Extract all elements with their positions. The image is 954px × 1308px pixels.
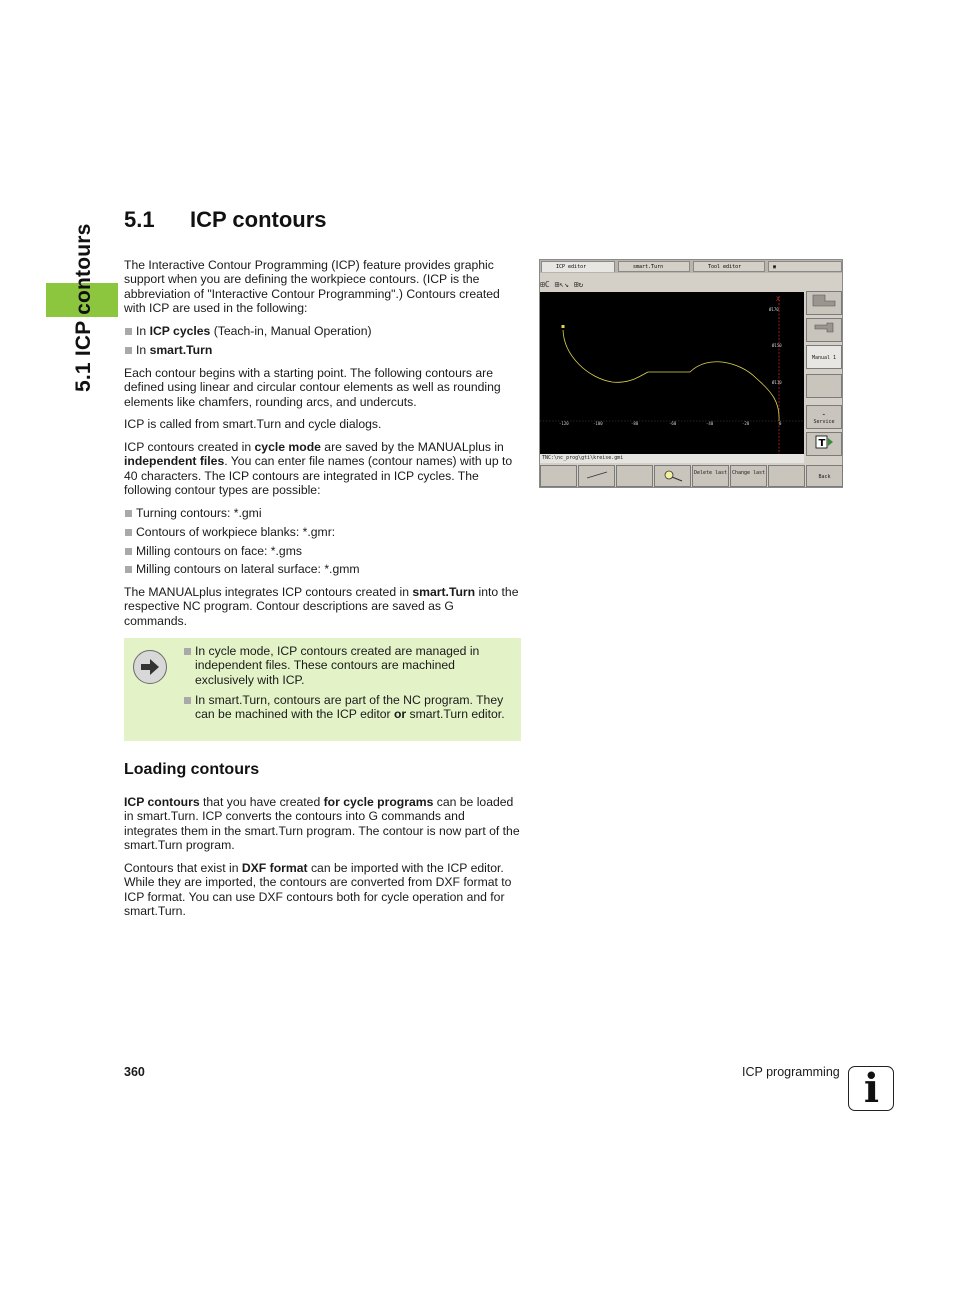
note-list (183, 644, 513, 726)
arrow-right-icon (133, 650, 167, 684)
x-tick-label: -40 (706, 421, 714, 426)
cycle-mode-paragraph: ICP contours created in cycle mode are saved by the MANUALplus in independent files. You can enter file names (contour names) with up to 40 characters. The ICP contours are integrated in ICP cycles. The following contour types are possible: (124, 440, 513, 498)
softkey-blank[interactable] (806, 374, 842, 398)
tool-holder-icon (811, 319, 837, 335)
file-path-bar: TNC:\nc_prog\gti\kreise.gmi (540, 454, 804, 463)
contour-graphic (540, 292, 804, 454)
subsection-heading: Loading contours (124, 761, 260, 778)
tool-table-icon (811, 433, 837, 451)
running-footer: ICP programming (742, 1065, 840, 1079)
x-tick-label: -60 (669, 421, 677, 426)
integration-paragraph: The MANUALplus integrates ICP contours created in smart.Turn into the respective NC program. Contour descriptions are saved as G commands. (124, 585, 519, 628)
contour-graphic-svg (540, 292, 804, 454)
loading-paragraph: ICP contours that you have created for cycle programs can be loaded in smart.Turn. ICP converts the contours into G commands and integrates them in the smart.Turn program. The contour is now part of the smart.Turn program. (124, 795, 520, 853)
list-item: Turning contours: *.gmi (124, 506, 520, 520)
section-title: ICP contours (190, 207, 327, 232)
list-item: Contours of workpiece blanks: *.gmr: (124, 525, 520, 539)
wrench-icon: ⌁ (822, 412, 826, 418)
intro-paragraph: The Interactive Contour Programming (ICP) feature provides graphic support when you are defining the workpiece contours. (ICP is the abbreviation of "Interactive Contour Programming".) Contours created with ICP are used in the following: (124, 258, 500, 316)
x-tick-label: -120 (559, 421, 569, 426)
list-item: In smart.Turn (124, 343, 520, 357)
editor-toolbar: ⊞C ⊞↖↘ ⊞↻ (540, 280, 584, 289)
x-tick-label: -20 (742, 421, 750, 426)
page-number: 360 (124, 1065, 145, 1079)
tab-smart-turn[interactable]: smart.Turn (618, 261, 690, 272)
softkey-tool-table[interactable] (806, 432, 842, 456)
tab-tool-editor[interactable]: Tool editor (693, 261, 765, 272)
axis-x-label: X (776, 296, 781, 303)
softkey-h1[interactable] (540, 465, 577, 487)
contour-view-icon (811, 292, 837, 308)
section-heading (124, 207, 327, 233)
note-item: In smart.Turn, contours are part of the NC program. They can be machined with the ICP editor or smart.Turn editor. (183, 693, 513, 722)
softkey-h3[interactable] (616, 465, 653, 487)
save-icon[interactable]: ▣ (768, 261, 842, 272)
icp-call-paragraph: ICP is called from smart.Turn and cycle dialogs. (124, 417, 382, 431)
note-item: In cycle mode, ICP contours created are managed in independent files. These contours are machined exclusively with ICP. (183, 644, 513, 687)
sidebar-chapter-title: 5.1 ICP contours (72, 223, 95, 392)
softkey-h7[interactable] (768, 465, 805, 487)
info-icon-letter: i (863, 1065, 880, 1112)
section-number: 5.1 (124, 207, 155, 232)
dxf-paragraph: Contours that exist in DXF format can be imported with the ICP editor. While they are imported, the contours are converted from DXF format to ICP format. You can use DXF contours both for cycle operation and for smart.Turn. (124, 861, 512, 919)
contour-elements-paragraph: Each contour begins with a starting point. The following contours are defined using linear and circular contour elements as well as rounding elements like chamfers, rounding arcs, and undercuts. (124, 366, 501, 409)
softkey-manual[interactable]: Manual 1 (806, 345, 842, 369)
x-tick-label: -100 (593, 421, 603, 426)
editor-tab-bar (540, 260, 842, 273)
magnifier-icon (660, 470, 686, 482)
y-tick-label: Ø110 (772, 380, 782, 385)
softkey-zoom[interactable] (654, 465, 691, 487)
softkey-back[interactable]: Back (806, 465, 843, 487)
svg-text:T: T (818, 438, 826, 449)
contour-start-point (562, 325, 565, 328)
softkey-change-last[interactable]: Change last (730, 465, 767, 487)
list-item: In ICP cycles (Teach-in, Manual Operation) (124, 324, 520, 338)
list-item: Milling contours on lateral surface: *.gmm (124, 562, 520, 576)
y-tick-label: Ø170 (769, 307, 779, 312)
tab-icp-editor[interactable]: ICP editor (541, 261, 615, 272)
x-tick-label: 0 (779, 421, 782, 426)
softkey-service[interactable]: ⌁ Service (806, 405, 842, 429)
list-item: Milling contours on face: *.gms (124, 544, 520, 558)
usage-list (124, 324, 520, 362)
softkey-contour-view[interactable] (806, 291, 842, 315)
x-tick-labels (559, 421, 782, 426)
y-tick-label: Ø150 (772, 343, 782, 348)
softkey-tool[interactable] (806, 318, 842, 342)
line-icon (584, 470, 610, 480)
softkey-line[interactable] (578, 465, 615, 487)
workpiece-contour (563, 330, 779, 421)
contour-types-list (124, 506, 520, 581)
y-tick-labels (769, 307, 782, 385)
x-tick-label: -80 (631, 421, 639, 426)
softkey-delete-last[interactable]: Delete last (692, 465, 729, 487)
